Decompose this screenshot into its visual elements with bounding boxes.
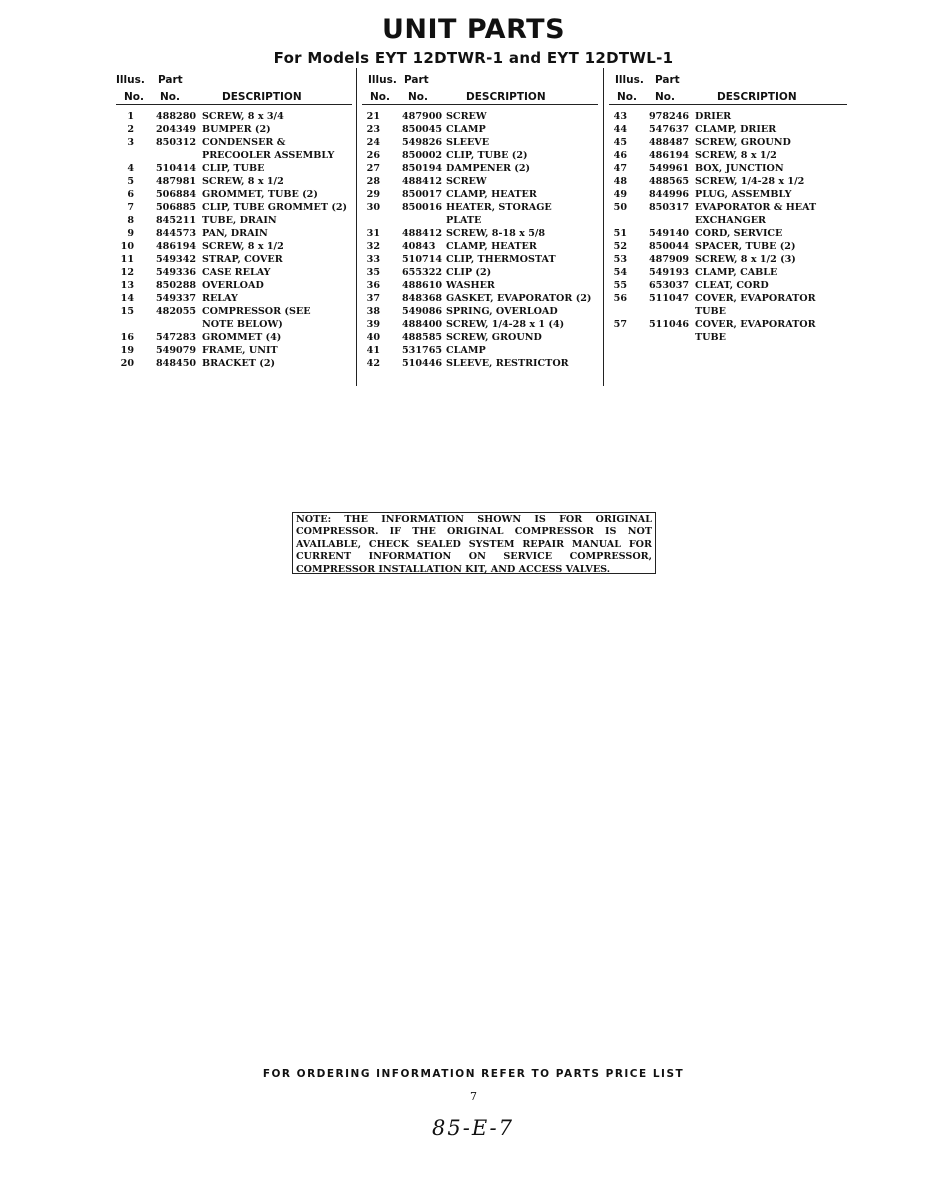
part-description: WASHER bbox=[446, 280, 495, 291]
part-description: BOX, JUNCTION bbox=[695, 163, 784, 174]
table-row bbox=[362, 331, 598, 344]
part-description: SCREW bbox=[446, 111, 487, 122]
table-row bbox=[116, 214, 352, 227]
part-description: EXCHANGER bbox=[695, 215, 766, 226]
illus-number: 11 bbox=[120, 254, 134, 265]
page-number: 7 bbox=[470, 1090, 477, 1103]
table-row bbox=[609, 201, 847, 214]
part-number: 850002 bbox=[402, 150, 443, 161]
column-header bbox=[362, 72, 598, 106]
illus-number: 33 bbox=[366, 254, 380, 265]
header-rule bbox=[362, 104, 598, 105]
table-row bbox=[362, 318, 598, 331]
header-illus: Illus. bbox=[615, 74, 644, 86]
part-number: 488585 bbox=[402, 332, 443, 343]
illus-number: 29 bbox=[366, 189, 380, 200]
part-number: 487900 bbox=[402, 111, 443, 122]
table-row bbox=[116, 331, 352, 344]
part-description: SLEEVE, RESTRICTOR bbox=[446, 358, 569, 369]
illus-number: 41 bbox=[366, 345, 380, 356]
part-description: SCREW, 8 x 1/2 bbox=[202, 241, 284, 252]
part-number: 40843 bbox=[402, 241, 436, 252]
illus-number: 43 bbox=[613, 111, 627, 122]
part-number: 844996 bbox=[649, 189, 690, 200]
header-part: Part bbox=[158, 74, 183, 86]
part-description: SCREW, 8 x 1/2 bbox=[695, 150, 777, 161]
part-number: 487981 bbox=[156, 176, 197, 187]
part-number: 510714 bbox=[402, 254, 443, 265]
part-number: 978246 bbox=[649, 111, 690, 122]
part-number: 547637 bbox=[649, 124, 690, 135]
illus-number: 54 bbox=[613, 267, 627, 278]
table-row bbox=[116, 175, 352, 188]
part-description: SCREW, GROUND bbox=[446, 332, 542, 343]
part-description: GROMMET (4) bbox=[202, 332, 282, 343]
illus-number: 7 bbox=[127, 202, 134, 213]
illus-number: 38 bbox=[366, 306, 380, 317]
part-description: TUBE, DRAIN bbox=[202, 215, 277, 226]
part-description: SPACER, TUBE (2) bbox=[695, 241, 796, 252]
table-row bbox=[116, 201, 352, 214]
part-description: CLAMP, DRIER bbox=[695, 124, 777, 135]
illus-number: 10 bbox=[120, 241, 134, 252]
table-row bbox=[362, 149, 598, 162]
table-row bbox=[609, 227, 847, 240]
part-number: 850312 bbox=[156, 137, 197, 148]
illus-number: 14 bbox=[120, 293, 134, 304]
page-title: UNIT PARTS bbox=[381, 14, 566, 45]
table-row bbox=[116, 318, 352, 331]
part-number: 506885 bbox=[156, 202, 197, 213]
table-row bbox=[609, 292, 847, 305]
column-divider bbox=[603, 68, 604, 386]
part-description: CLAMP bbox=[446, 345, 486, 356]
part-number: 549140 bbox=[649, 228, 690, 239]
part-description: CLAMP, CABLE bbox=[695, 267, 778, 278]
part-number: 549079 bbox=[156, 345, 197, 356]
illus-number: 6 bbox=[127, 189, 134, 200]
table-row bbox=[116, 136, 352, 149]
part-description: DRIER bbox=[695, 111, 732, 122]
illus-number: 5 bbox=[127, 176, 134, 187]
header-no: No. bbox=[370, 91, 390, 103]
part-description: RELAY bbox=[202, 293, 238, 304]
illus-number: 42 bbox=[366, 358, 380, 369]
part-description: SCREW, 1/4-28 x 1 (4) bbox=[446, 319, 565, 330]
parts-list bbox=[362, 110, 598, 370]
illus-number: 45 bbox=[613, 137, 627, 148]
part-number: 486194 bbox=[156, 241, 197, 252]
part-description: SCREW, 1/4-28 x 1/2 bbox=[695, 176, 805, 187]
illus-number: 44 bbox=[613, 124, 627, 135]
illus-number: 24 bbox=[366, 137, 380, 148]
handwritten-code: 85-E-7 bbox=[432, 1116, 514, 1140]
table-row bbox=[116, 162, 352, 175]
part-description: SPRING, OVERLOAD bbox=[446, 306, 558, 317]
part-number: 511047 bbox=[649, 293, 690, 304]
part-number: 506884 bbox=[156, 189, 197, 200]
part-description: GASKET, EVAPORATOR (2) bbox=[446, 293, 592, 304]
part-number: 848368 bbox=[402, 293, 443, 304]
table-row bbox=[609, 123, 847, 136]
illus-number: 12 bbox=[120, 267, 134, 278]
part-description: TUBE bbox=[695, 306, 726, 317]
part-description: TUBE bbox=[695, 332, 726, 343]
illus-number: 21 bbox=[366, 111, 380, 122]
illus-number: 47 bbox=[613, 163, 627, 174]
illus-number: 39 bbox=[366, 319, 380, 330]
part-description: COMPRESSOR (SEE bbox=[202, 306, 311, 317]
illus-number: 51 bbox=[613, 228, 627, 239]
part-description: SCREW, 8-18 x 5/8 bbox=[446, 228, 546, 239]
illus-number: 56 bbox=[613, 293, 627, 304]
part-number: 511046 bbox=[649, 319, 690, 330]
part-number: 488400 bbox=[402, 319, 443, 330]
parts-list bbox=[609, 110, 847, 344]
table-row bbox=[609, 305, 847, 318]
illus-number: 8 bbox=[127, 215, 134, 226]
part-description: EVAPORATOR & HEAT bbox=[695, 202, 817, 213]
part-description: COVER, EVAPORATOR bbox=[695, 319, 816, 330]
part-description: SCREW, 8 x 1/2 bbox=[202, 176, 284, 187]
part-number: 655322 bbox=[402, 267, 443, 278]
table-row bbox=[362, 162, 598, 175]
part-number: 482055 bbox=[156, 306, 197, 317]
header-no: No. bbox=[124, 91, 144, 103]
parts-column-2 bbox=[362, 72, 598, 370]
part-number: 204349 bbox=[156, 124, 197, 135]
table-row bbox=[116, 292, 352, 305]
table-row bbox=[362, 123, 598, 136]
table-row bbox=[362, 214, 598, 227]
table-row bbox=[362, 110, 598, 123]
part-description: PAN, DRAIN bbox=[202, 228, 268, 239]
table-row bbox=[116, 266, 352, 279]
part-description: BRACKET (2) bbox=[202, 358, 276, 369]
table-row bbox=[362, 292, 598, 305]
page-subtitle: For Models EYT 12DTWR-1 and EYT 12DTWL-1 bbox=[273, 49, 674, 67]
parts-column-3 bbox=[609, 72, 847, 344]
header-illus: Illus. bbox=[368, 74, 397, 86]
part-description: HEATER, STORAGE bbox=[446, 202, 552, 213]
illus-number: 26 bbox=[366, 150, 380, 161]
part-description: DAMPENER (2) bbox=[446, 163, 531, 174]
illus-number: 55 bbox=[613, 280, 627, 291]
illus-number: 48 bbox=[613, 176, 627, 187]
header-part: Part bbox=[404, 74, 429, 86]
illus-number: 9 bbox=[127, 228, 134, 239]
table-row bbox=[116, 227, 352, 240]
part-number: 510414 bbox=[156, 163, 197, 174]
part-number: 850045 bbox=[402, 124, 443, 135]
part-description: CONDENSER & bbox=[202, 137, 286, 148]
part-number: 549336 bbox=[156, 267, 197, 278]
part-description: CLIP (2) bbox=[446, 267, 492, 278]
illus-number: 46 bbox=[613, 150, 627, 161]
table-row bbox=[609, 110, 847, 123]
table-row bbox=[362, 266, 598, 279]
table-row bbox=[609, 136, 847, 149]
table-row bbox=[116, 188, 352, 201]
part-description: CLIP, TUBE bbox=[202, 163, 265, 174]
illus-number: 20 bbox=[120, 358, 134, 369]
part-number: 549337 bbox=[156, 293, 197, 304]
part-number: 486194 bbox=[649, 150, 690, 161]
illus-number: 57 bbox=[613, 319, 627, 330]
part-description: CLAMP bbox=[446, 124, 486, 135]
table-row bbox=[116, 305, 352, 318]
table-row bbox=[609, 279, 847, 292]
header-part-no: No. bbox=[408, 91, 428, 103]
part-number: 488487 bbox=[649, 137, 690, 148]
header-part-no: No. bbox=[655, 91, 675, 103]
header-description: DESCRIPTION bbox=[466, 91, 546, 103]
part-description: NOTE BELOW) bbox=[202, 319, 283, 330]
part-number: 488412 bbox=[402, 176, 443, 187]
part-number: 848450 bbox=[156, 358, 197, 369]
header-description: DESCRIPTION bbox=[222, 91, 302, 103]
part-description: PLATE bbox=[446, 215, 482, 226]
table-row bbox=[362, 227, 598, 240]
part-description: SCREW, GROUND bbox=[695, 137, 791, 148]
header-illus: Illus. bbox=[116, 74, 145, 86]
table-row bbox=[116, 123, 352, 136]
part-number: 549086 bbox=[402, 306, 443, 317]
part-number: 653037 bbox=[649, 280, 690, 291]
parts-column-1 bbox=[116, 72, 352, 370]
header-rule bbox=[116, 104, 352, 105]
table-row bbox=[609, 175, 847, 188]
illus-number: 36 bbox=[366, 280, 380, 291]
table-row bbox=[116, 357, 352, 370]
part-description: CLAMP, HEATER bbox=[446, 241, 537, 252]
part-description: OVERLOAD bbox=[202, 280, 264, 291]
part-number: 844573 bbox=[156, 228, 197, 239]
part-number: 549193 bbox=[649, 267, 690, 278]
table-row bbox=[362, 201, 598, 214]
part-description: CLIP, TUBE GROMMET (2) bbox=[202, 202, 348, 213]
part-description: CLIP, THERMOSTAT bbox=[446, 254, 556, 265]
illus-number: 3 bbox=[127, 137, 134, 148]
part-description: CLIP, TUBE (2) bbox=[446, 150, 528, 161]
part-number: 488280 bbox=[156, 111, 197, 122]
table-row bbox=[116, 253, 352, 266]
part-number: 850194 bbox=[402, 163, 443, 174]
header-no: No. bbox=[617, 91, 637, 103]
part-number: 488610 bbox=[402, 280, 443, 291]
illus-number: 2 bbox=[127, 124, 134, 135]
header-rule bbox=[609, 104, 847, 105]
part-description: SCREW bbox=[446, 176, 487, 187]
illus-number: 19 bbox=[120, 345, 134, 356]
illus-number: 40 bbox=[366, 332, 380, 343]
part-description: COVER, EVAPORATOR bbox=[695, 293, 816, 304]
table-row bbox=[116, 279, 352, 292]
table-row bbox=[362, 357, 598, 370]
header-part-no: No. bbox=[160, 91, 180, 103]
illus-number: 1 bbox=[127, 111, 134, 122]
part-number: 549961 bbox=[649, 163, 690, 174]
table-row bbox=[362, 253, 598, 266]
illus-number: 15 bbox=[120, 306, 134, 317]
table-row bbox=[609, 240, 847, 253]
table-row bbox=[116, 110, 352, 123]
illus-number: 28 bbox=[366, 176, 380, 187]
part-number: 549826 bbox=[402, 137, 443, 148]
part-description: PRECOOLER ASSEMBLY bbox=[202, 150, 335, 161]
part-description: STRAP, COVER bbox=[202, 254, 283, 265]
illus-number: 35 bbox=[366, 267, 380, 278]
table-row bbox=[609, 162, 847, 175]
table-row bbox=[116, 240, 352, 253]
table-row bbox=[362, 175, 598, 188]
part-number: 850317 bbox=[649, 202, 690, 213]
illus-number: 53 bbox=[613, 254, 627, 265]
illus-number: 4 bbox=[127, 163, 134, 174]
illus-number: 49 bbox=[613, 189, 627, 200]
part-number: 850016 bbox=[402, 202, 443, 213]
column-divider bbox=[356, 68, 357, 386]
part-number: 488412 bbox=[402, 228, 443, 239]
parts-list bbox=[116, 110, 352, 370]
illus-number: 27 bbox=[366, 163, 380, 174]
table-row bbox=[116, 149, 352, 162]
table-row bbox=[609, 149, 847, 162]
illus-number: 30 bbox=[366, 202, 380, 213]
table-row bbox=[116, 344, 352, 357]
table-row bbox=[362, 136, 598, 149]
table-row bbox=[362, 305, 598, 318]
part-number: 850044 bbox=[649, 241, 690, 252]
illus-number: 16 bbox=[120, 332, 134, 343]
part-number: 845211 bbox=[156, 215, 197, 226]
column-header bbox=[609, 72, 847, 106]
part-number: 487909 bbox=[649, 254, 690, 265]
part-description: GROMMET, TUBE (2) bbox=[202, 189, 318, 200]
header-part: Part bbox=[655, 74, 680, 86]
table-row bbox=[609, 253, 847, 266]
table-row bbox=[609, 188, 847, 201]
part-description: CLEAT, CORD bbox=[695, 280, 769, 291]
illus-number: 13 bbox=[120, 280, 134, 291]
table-row bbox=[362, 279, 598, 292]
part-description: SCREW, 8 x 3/4 bbox=[202, 111, 284, 122]
column-header bbox=[116, 72, 352, 106]
part-number: 850288 bbox=[156, 280, 197, 291]
part-description: CASE RELAY bbox=[202, 267, 271, 278]
compressor-note: NOTE: THE INFORMATION SHOWN IS FOR ORIGINAL COMPRESSOR. IF THE ORIGINAL COMPRESSOR IS NOT AVAILABLE, CHECK SEALED SYSTEM REPAIR MANUAL FOR CURRENT INFORMATION ON SERVICE COMPRESSOR, COMPRESSOR INSTALLATION KIT, AND ACCESS VALVES. bbox=[292, 512, 656, 574]
illus-number: 32 bbox=[366, 241, 380, 252]
table-row bbox=[609, 214, 847, 227]
illus-number: 50 bbox=[613, 202, 627, 213]
table-row bbox=[362, 240, 598, 253]
illus-number: 31 bbox=[366, 228, 380, 239]
part-description: PLUG, ASSEMBLY bbox=[695, 189, 792, 200]
part-description: SLEEVE bbox=[446, 137, 490, 148]
illus-number: 52 bbox=[613, 241, 627, 252]
part-number: 850017 bbox=[402, 189, 443, 200]
part-number: 547283 bbox=[156, 332, 197, 343]
part-number: 488565 bbox=[649, 176, 690, 187]
table-row bbox=[609, 318, 847, 331]
table-row bbox=[609, 266, 847, 279]
part-description: CLAMP, HEATER bbox=[446, 189, 537, 200]
part-number: 510446 bbox=[402, 358, 443, 369]
part-number: 549342 bbox=[156, 254, 197, 265]
illus-number: 23 bbox=[366, 124, 380, 135]
part-description: BUMPER (2) bbox=[202, 124, 271, 135]
table-row bbox=[362, 344, 598, 357]
ordering-footer: FOR ORDERING INFORMATION REFER TO PARTS PRICE LIST bbox=[262, 1068, 685, 1080]
table-row bbox=[609, 331, 847, 344]
table-row bbox=[362, 188, 598, 201]
part-number: 531765 bbox=[402, 345, 443, 356]
part-description: SCREW, 8 x 1/2 (3) bbox=[695, 254, 796, 265]
header-description: DESCRIPTION bbox=[717, 91, 797, 103]
part-description: CORD, SERVICE bbox=[695, 228, 783, 239]
illus-number: 37 bbox=[366, 293, 380, 304]
part-description: FRAME, UNIT bbox=[202, 345, 278, 356]
